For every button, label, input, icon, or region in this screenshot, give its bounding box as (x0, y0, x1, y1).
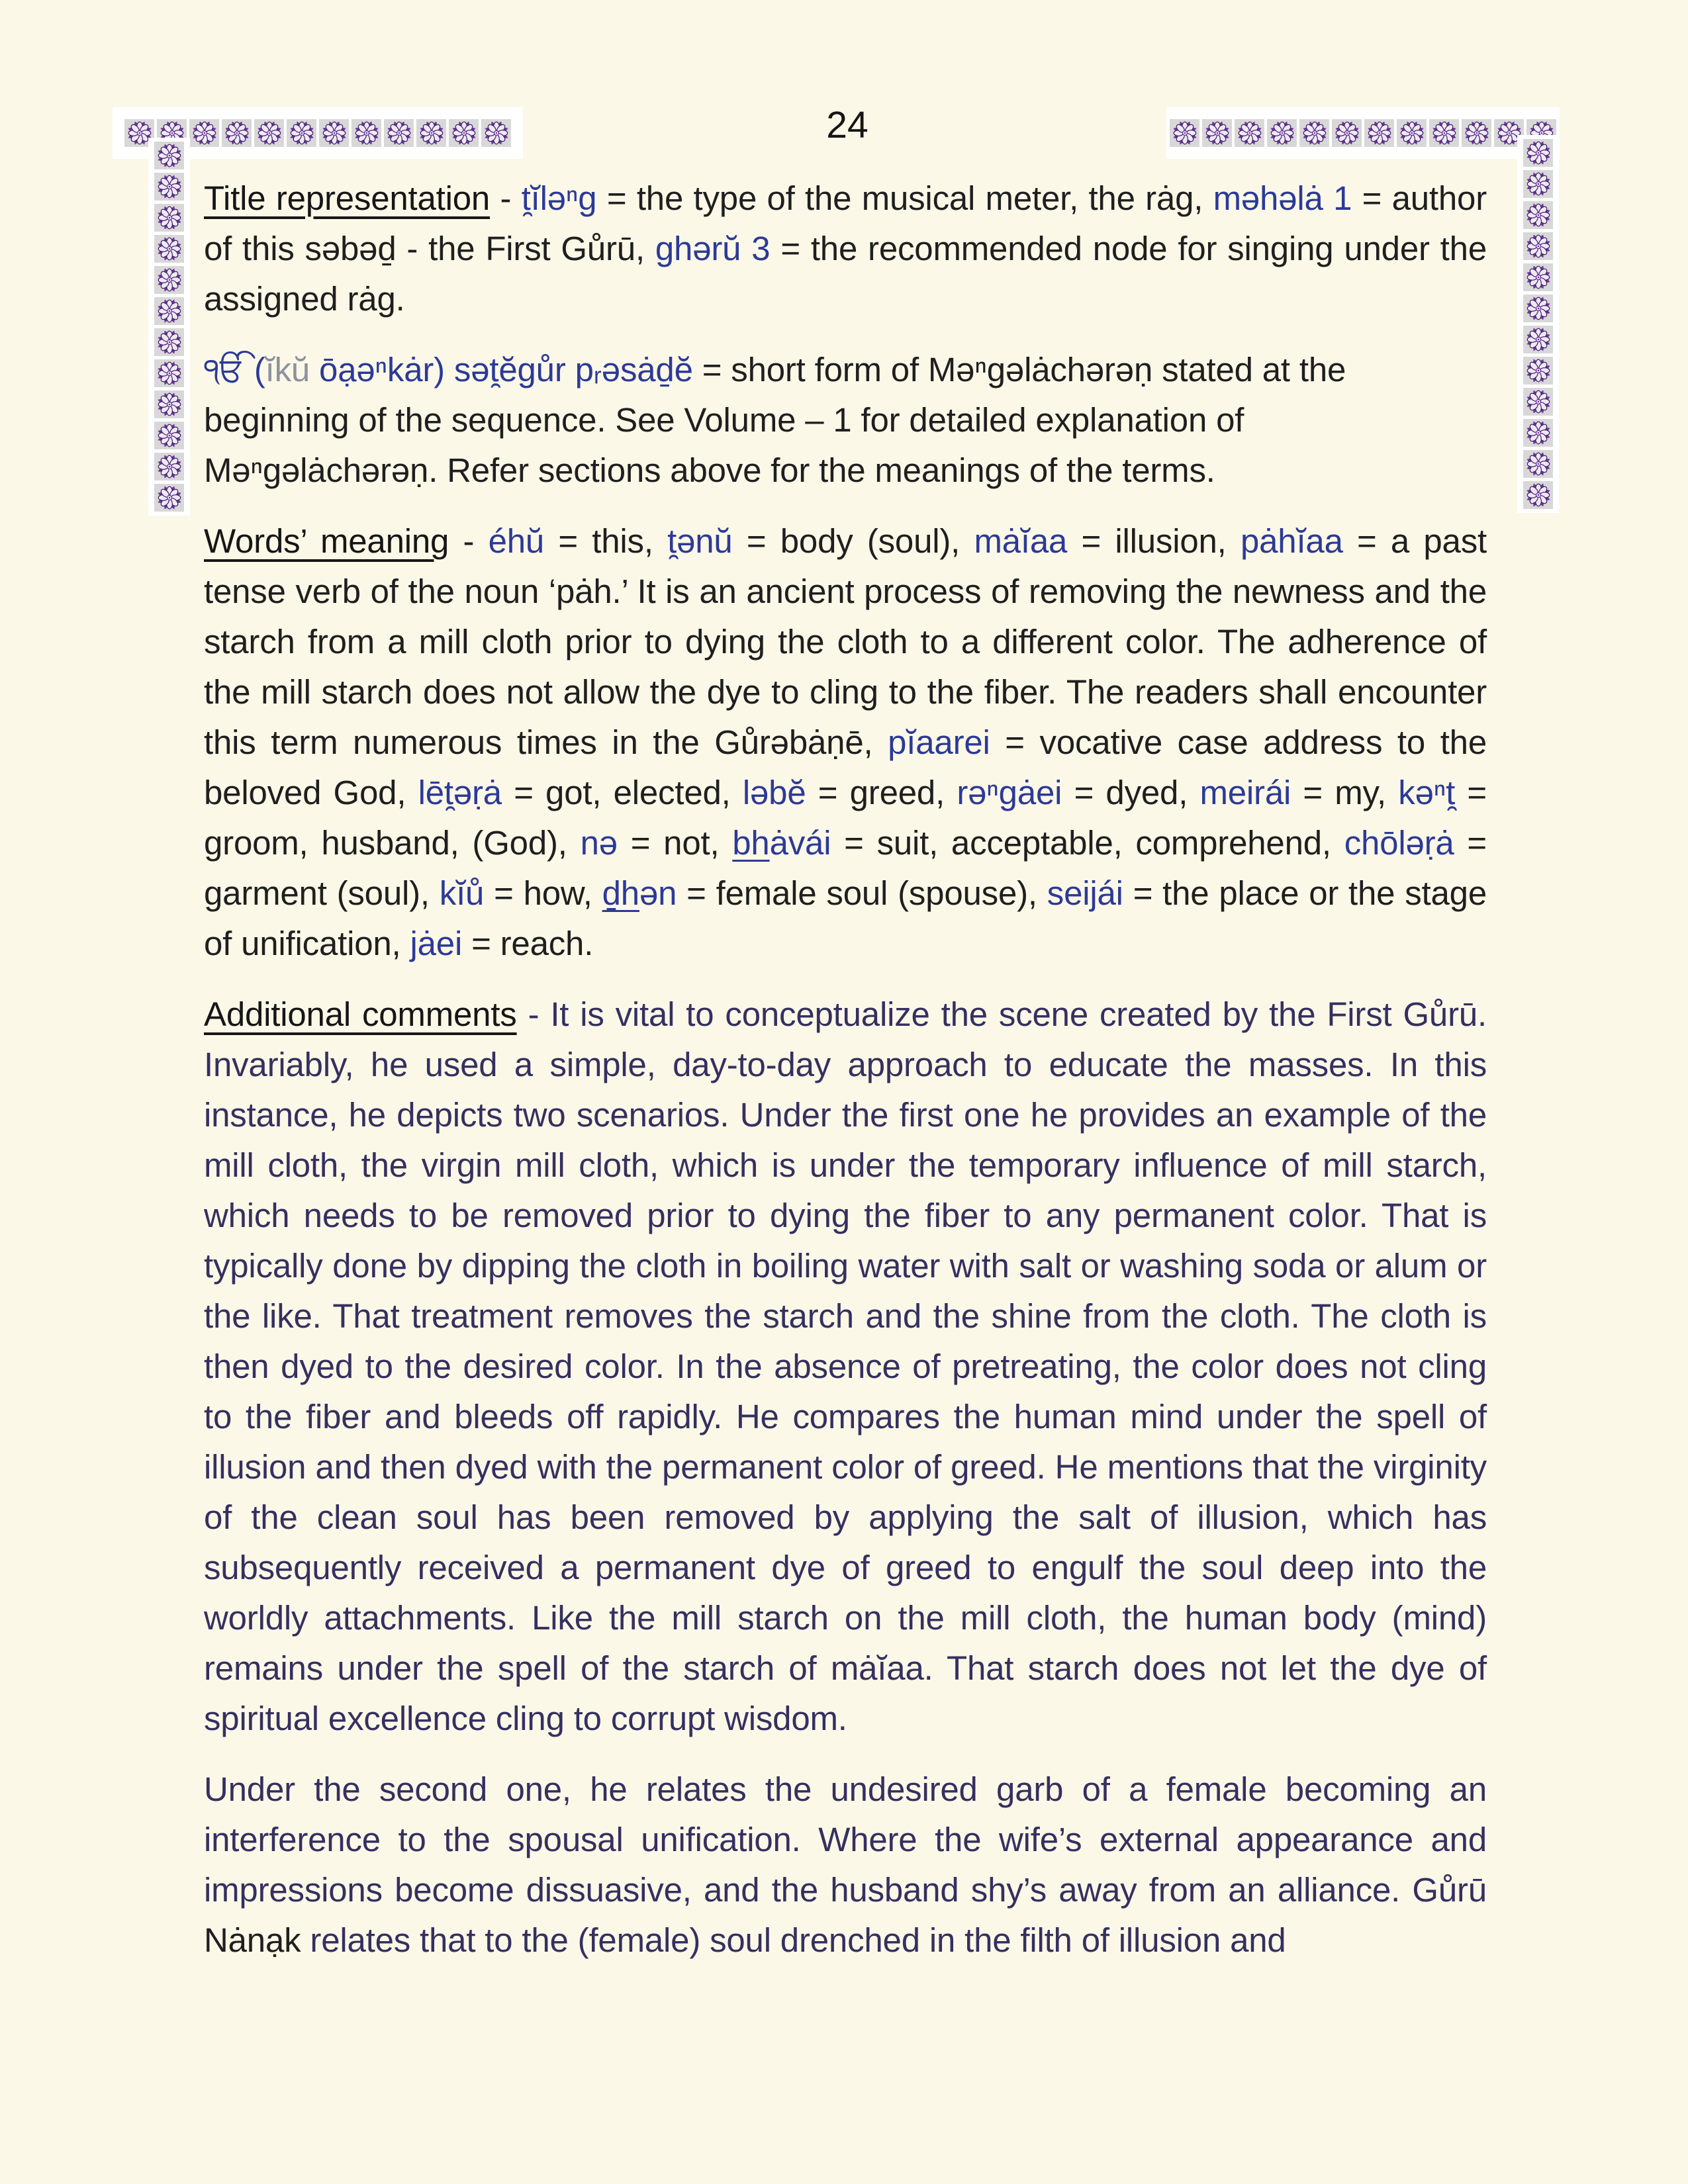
text-segment: = suit, acceptable, comprehend, (831, 824, 1344, 862)
flower-ornament-icon (1462, 119, 1491, 147)
text-segment: = short form of Məⁿgəlȧchərəṇ stated at the beginning of the sequence. See Volume – 1 for detailed explanation of Məⁿgəlȧchərəṇ. Refer sections above for the meanings of the terms. (204, 351, 1346, 489)
flower-ornament-icon (154, 173, 184, 201)
text-segment: = the place or the stage of unification, (204, 874, 1487, 962)
flower-ornament-icon (1523, 481, 1553, 509)
text-segment: t̯ənŭ (667, 522, 733, 560)
flower-ornament-icon (154, 484, 184, 512)
page-number: 24 (826, 104, 868, 146)
text-segment: Title representation (204, 179, 491, 217)
text-segment: meirái (1199, 774, 1291, 811)
flower-ornament-icon (352, 119, 381, 147)
flower-ornament-icon (154, 328, 184, 356)
paragraph-title-representation (204, 173, 1487, 324)
paragraph-ik-onkar (204, 345, 1487, 496)
text-segment: kəⁿt̯ (1398, 774, 1456, 811)
text-segment: ōạəⁿkȧr) sət̯ĕgůr pᵣəsȧḏĕ (310, 351, 693, 388)
text-segment: ḏh (602, 874, 639, 912)
flower-ornament-icon (254, 119, 284, 147)
flower-ornament-icon (1397, 119, 1427, 147)
flower-ornament-icon (481, 119, 511, 147)
text-segment: = body (soul), (732, 522, 974, 560)
text-segment: seijái (1047, 874, 1123, 912)
text-segment: Nȧnạk (204, 1921, 301, 1959)
flower-ornament-icon (154, 359, 184, 387)
flower-ornament-icon (319, 119, 349, 147)
paragraph-additional-comments (204, 989, 1487, 1744)
text-segment: = dyed, (1062, 774, 1200, 811)
flower-ornament-icon (384, 119, 414, 147)
ornament-row (1170, 119, 1556, 147)
text-segment: jȧei (410, 925, 463, 962)
text-segment: = female soul (spouse), (677, 874, 1047, 912)
text-segment: Additional comments (204, 995, 517, 1033)
flower-ornament-icon (449, 119, 479, 147)
text-segment: t̯ĭləⁿg (521, 179, 597, 217)
text-segment: = a past tense verb of the noun ‘pȧh.’ It is an ancient process of removing the newness and the starch from a mill cloth prior to dying the cloth to a different color. The adherence of the mill starch does not allow the dye to cling to the fiber. The readers shall encounter this term numerous times in the Gůrəbȧṇē, (204, 522, 1487, 761)
flower-ornament-icon (1523, 450, 1553, 478)
text-segment: = my, (1291, 774, 1399, 811)
text-segment: = got, elected, (501, 774, 743, 811)
flower-ornament-icon (1523, 388, 1553, 416)
ornament-column-left (148, 138, 190, 516)
flower-ornament-icon (154, 422, 184, 449)
flower-ornament-icon (1332, 119, 1362, 147)
text-segment: Words’ meaning (204, 522, 449, 560)
paragraph-second-scenario (204, 1764, 1487, 1966)
text-segment: = how, (484, 874, 602, 912)
text-segment: ən (639, 874, 677, 912)
flower-ornament-icon (1235, 119, 1264, 147)
flower-ornament-icon (222, 119, 252, 147)
text-segment: = vocative case address to the beloved God, (204, 723, 1487, 811)
text-segment: məhəlȧ 1 (1213, 179, 1352, 217)
ornament-bar-top-right (1166, 107, 1560, 159)
flower-ornament-icon (1299, 119, 1329, 147)
flower-ornament-icon (154, 266, 184, 294)
flower-ornament-icon (1429, 119, 1459, 147)
page-content (204, 173, 1487, 1986)
flower-ornament-icon (154, 204, 184, 232)
text-segment: = this, (544, 522, 668, 560)
text-segment: ləbĕ (742, 774, 806, 811)
flower-ornament-icon (1523, 232, 1553, 260)
flower-ornament-icon (416, 119, 446, 147)
text-segment: pĭaarei (888, 723, 990, 761)
flower-ornament-icon (1523, 170, 1553, 198)
text-segment: - (490, 179, 522, 217)
flower-ornament-icon (1267, 119, 1297, 147)
text-segment: = author of this səbəḏ - the First Gůrū, (204, 179, 1487, 267)
text-segment: chōləṛȧ (1344, 824, 1454, 862)
text-segment: = the type of the musical meter, the rȧg, (596, 179, 1213, 217)
text-segment: bh (732, 824, 770, 862)
text-segment: - It is vital to conceptualize the scene created by the First Gůrū. Invariably, he used a simple, day-to-day approach to educate the masses. In this instance, he depicts two scenarios. Under the first one he provides an example of the mill cloth, the virgin mill cloth, which is under the temporary influence of mill starch, which needs to be removed prior to dying the fiber to any permanent color. That is typically done by dipping the cloth in boiling water with salt or washing soda or alum or the like. That treatment removes the starch and the shine from the cloth. The cloth is then dyed to the desired color. In the absence of pretreating, the color does not cling to the fiber and bleeds off rapidly. He compares the human mind under the spell of illusion and then dyed with the permanent color of greed. He mentions that the virginity of the clean soul has been removed by applying the salt of illusion, which has subsequently received a permanent dye of greed to engulf the soul deep into the worldly attachments. Like the mill starch on the mill cloth, the human body (mind) remains under the spell of the starch of mȧĭaa. That starch does not let the dye of spiritual excellence cling to corrupt wisdom. (204, 995, 1487, 1737)
text-segment: ੴ ( (204, 351, 265, 388)
flower-ornament-icon (1523, 326, 1553, 353)
text-segment: relates that to the (female) soul drenched in the filth of illusion and (301, 1921, 1286, 1959)
flower-ornament-icon (154, 297, 184, 325)
flower-ornament-icon (154, 142, 184, 169)
flower-ornament-icon (1523, 295, 1553, 322)
ornament-column-right (1517, 135, 1559, 513)
flower-ornament-icon (1523, 139, 1553, 167)
flower-ornament-icon (1523, 357, 1553, 385)
text-segment: = garment (soul), (204, 824, 1487, 912)
paragraph-words-meaning (204, 516, 1487, 969)
text-segment: rəⁿgȧei (957, 774, 1062, 811)
text-segment: - (449, 522, 489, 560)
text-segment: kĭů (439, 874, 485, 912)
text-segment: lēt̯əṛȧ (418, 774, 502, 811)
text-segment: éhŭ (488, 522, 545, 560)
flower-ornament-icon (1523, 201, 1553, 229)
flower-ornament-icon (189, 119, 219, 147)
flower-ornament-icon (154, 390, 184, 418)
text-segment: Gůrū (1412, 1871, 1487, 1909)
text-segment: = greed, (806, 774, 957, 811)
text-segment: ȧvái (769, 824, 831, 862)
text-segment: = not, (617, 824, 733, 862)
text-segment: pȧhĭaa (1240, 522, 1343, 560)
text-segment: mȧĭaa (974, 522, 1068, 560)
flower-ornament-icon (287, 119, 316, 147)
flower-ornament-icon (1523, 419, 1553, 447)
text-segment: = illusion, (1067, 522, 1241, 560)
flower-ornament-icon (1364, 119, 1394, 147)
text-segment: ĭkŭ (265, 351, 310, 388)
flower-ornament-icon (154, 453, 184, 480)
text-segment: ghərŭ 3 (655, 230, 771, 267)
text-segment: = the recommended node for singing under the assigned rȧg. (204, 230, 1487, 318)
text-segment: nə (580, 824, 618, 862)
text-segment: Under the second one, he relates the undesired garb of a female becoming an interference to the spousal unification. Where the wife’s external appearance and impressions become dissuasive, and the husband shy’s away from an alliance. (204, 1770, 1487, 1909)
flower-ornament-icon (1523, 263, 1553, 291)
flower-ornament-icon (1202, 119, 1232, 147)
flower-ornament-icon (1170, 119, 1199, 147)
text-segment: = reach. (462, 925, 594, 962)
flower-ornament-icon (154, 235, 184, 263)
text-segment: = groom, husband, (God), (204, 774, 1487, 862)
